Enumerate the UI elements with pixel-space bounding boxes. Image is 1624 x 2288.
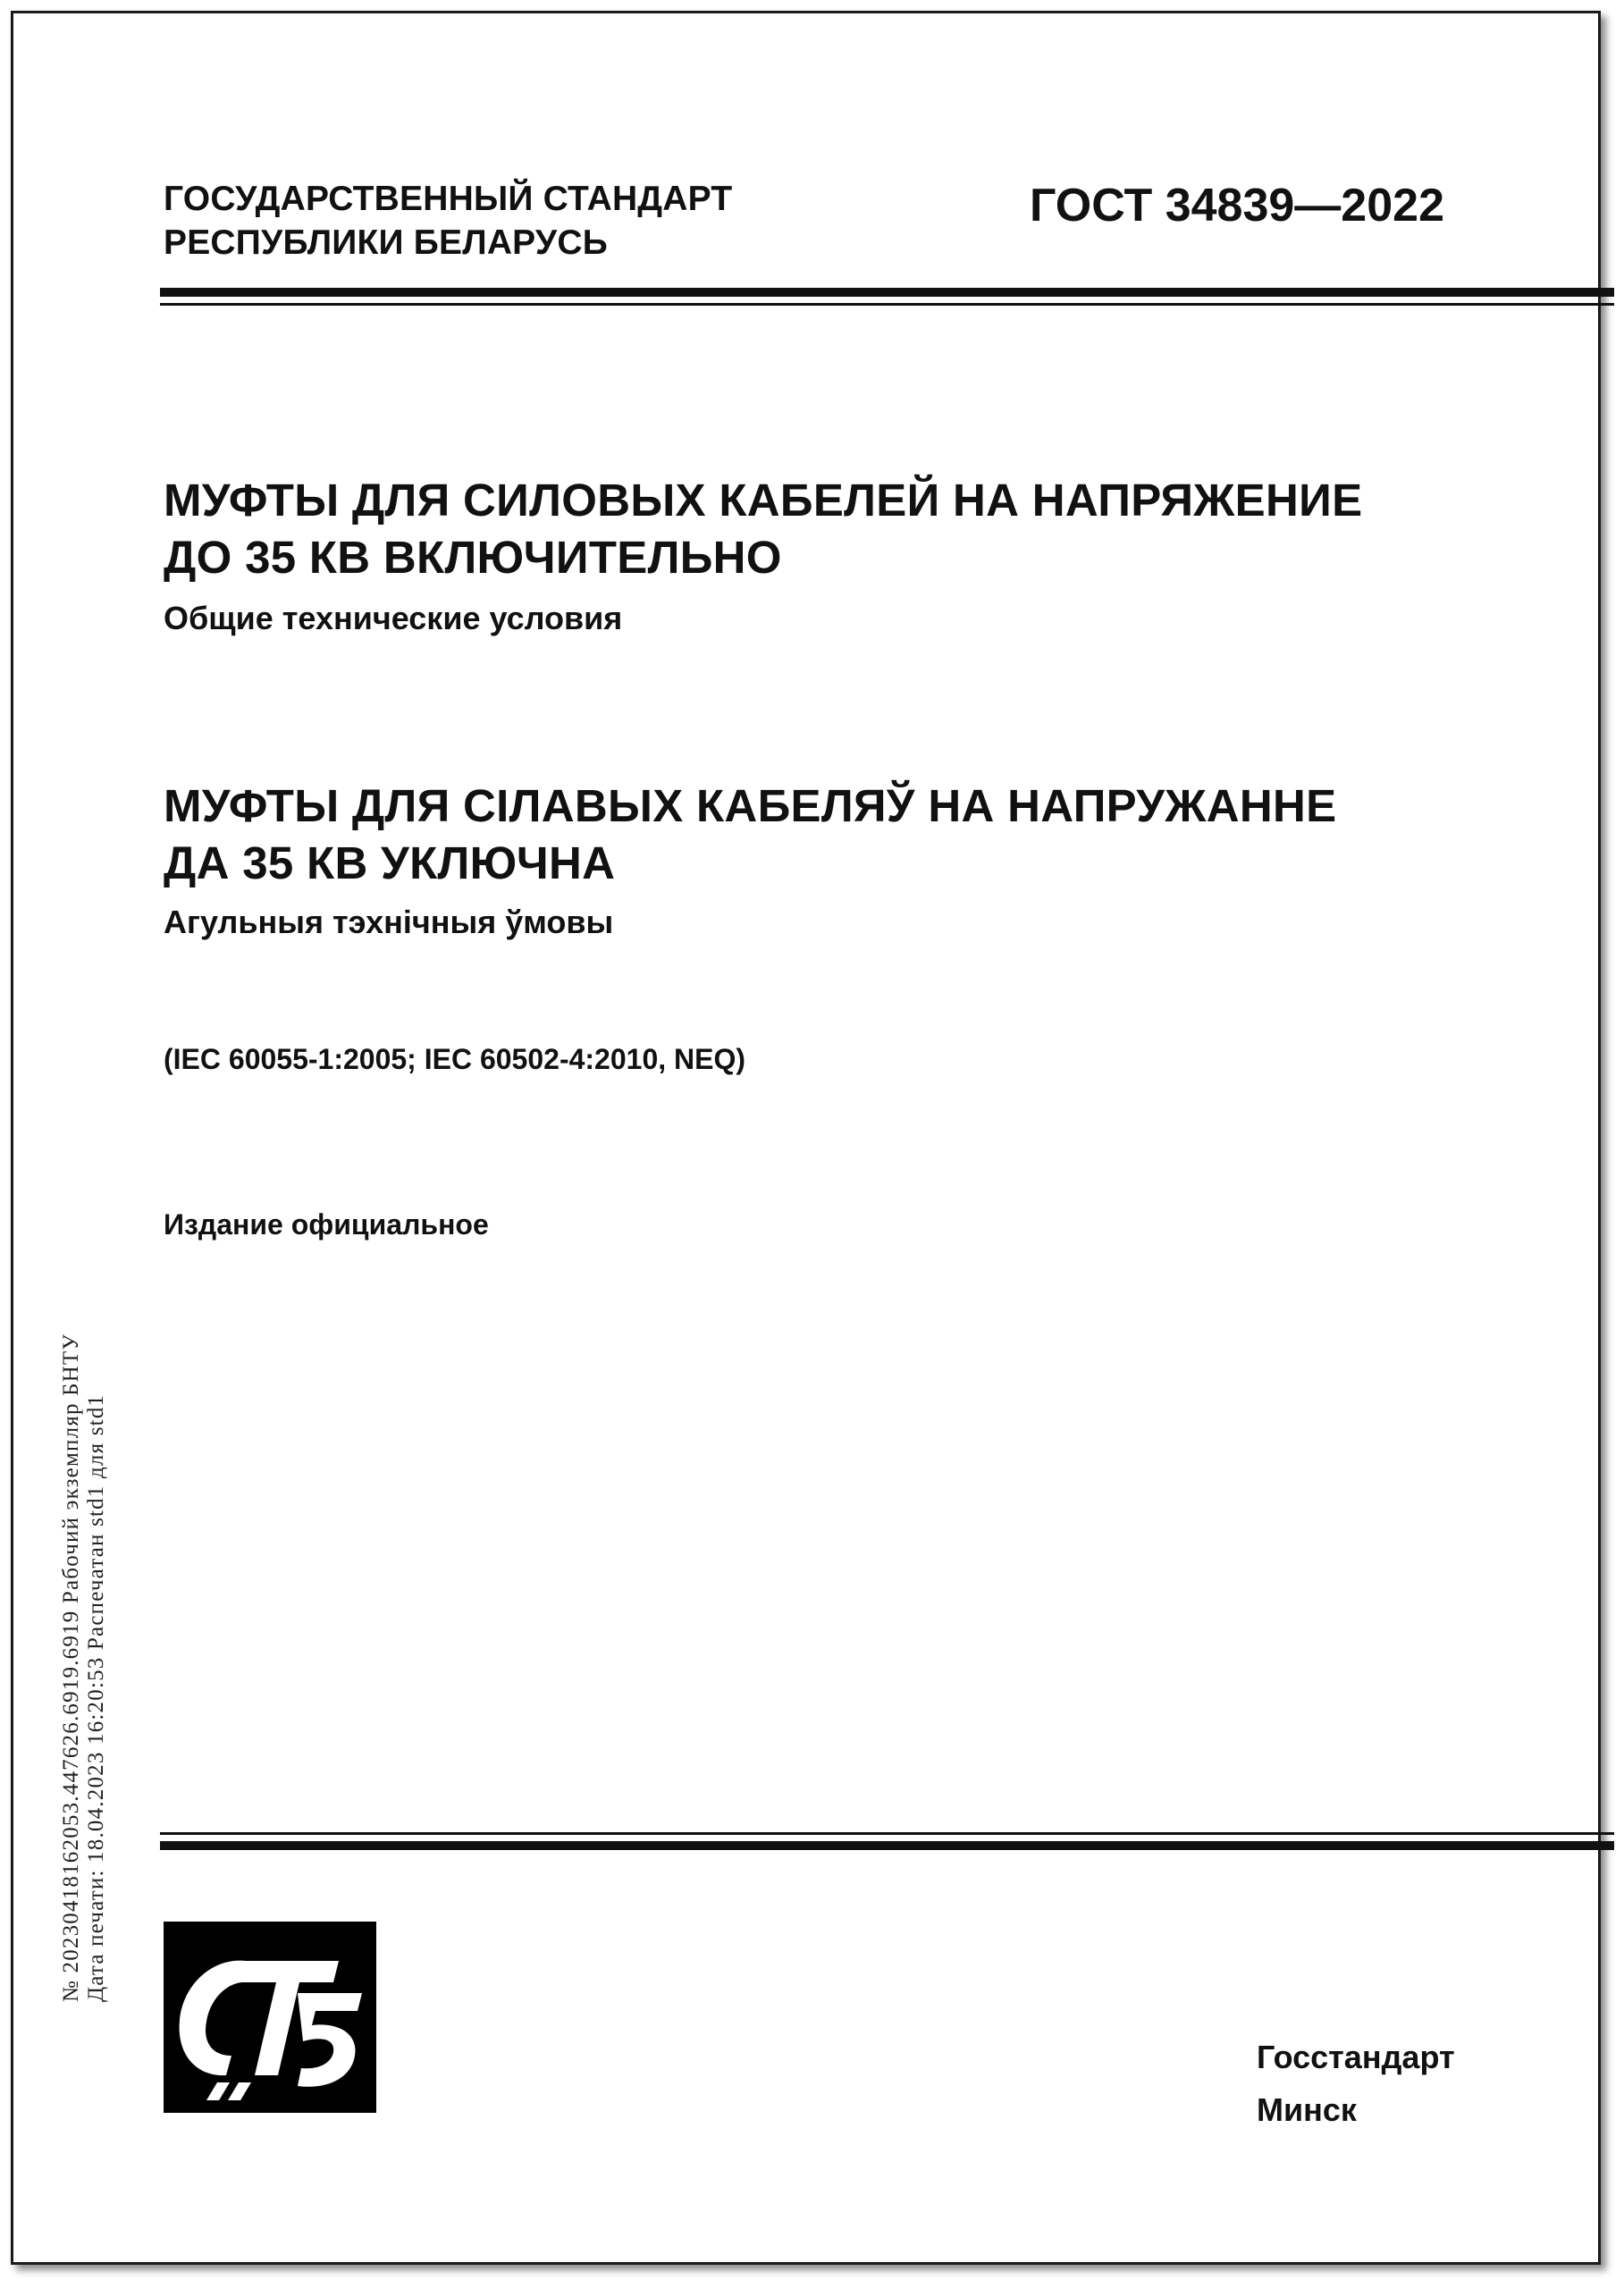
edition-label: Издание официальное [164, 1208, 489, 1241]
header-rule-thick [160, 288, 1614, 297]
title-by-line1: МУФТЫ ДЛЯ СІЛАВЫХ КАБЕЛЯЎ НА НАПРУЖАННЕ [164, 780, 1337, 831]
international-reference: (IEC 60055-1:2005; IEC 60502-4:2010, NEQ) [164, 1043, 746, 1075]
watermark-line2: Дата печати: 18.04.2023 16:20:53 Распечатан std1 для std1 [84, 1393, 108, 2002]
issuing-body [164, 177, 732, 265]
title-ru-line2: ДО 35 КВ ВКЛЮЧИТЕЛЬНО [164, 532, 782, 583]
document-page [11, 11, 1601, 2265]
subtitle-by: Агульныя тэхнічныя ўмовы [164, 904, 614, 940]
standard-number: ГОСТ 34839—2022 [1030, 180, 1444, 231]
title-by-line2: ДА 35 КВ УКЛЮЧНА [164, 837, 616, 888]
print-watermark [59, 1333, 109, 2002]
footer-rule-thin [160, 1832, 1614, 1835]
title-ru-line1: МУФТЫ ДЛЯ СИЛОВЫХ КАБЕЛЕЙ НА НАПРЯЖЕНИЕ [164, 475, 1363, 526]
footer-rule-thick [160, 1841, 1614, 1850]
subtitle-ru: Общие технические условия [164, 600, 623, 636]
issuing-body-line1: ГОСУДАРСТВЕННЫЙ СТАНДАРТ [164, 180, 733, 218]
publisher-city: Минск [1257, 2091, 1357, 2128]
watermark-line1: № 20230418162053.447626.6919.6919 Рабочий экземпляр БНТУ [59, 1333, 83, 2002]
issuing-body-line2: РЕСПУБЛИКИ БЕЛАРУСЬ [164, 223, 608, 262]
publisher-name: Госстандарт [1257, 2039, 1455, 2075]
stb-logo-icon [164, 1922, 376, 2113]
header-rule-thin [160, 303, 1614, 306]
